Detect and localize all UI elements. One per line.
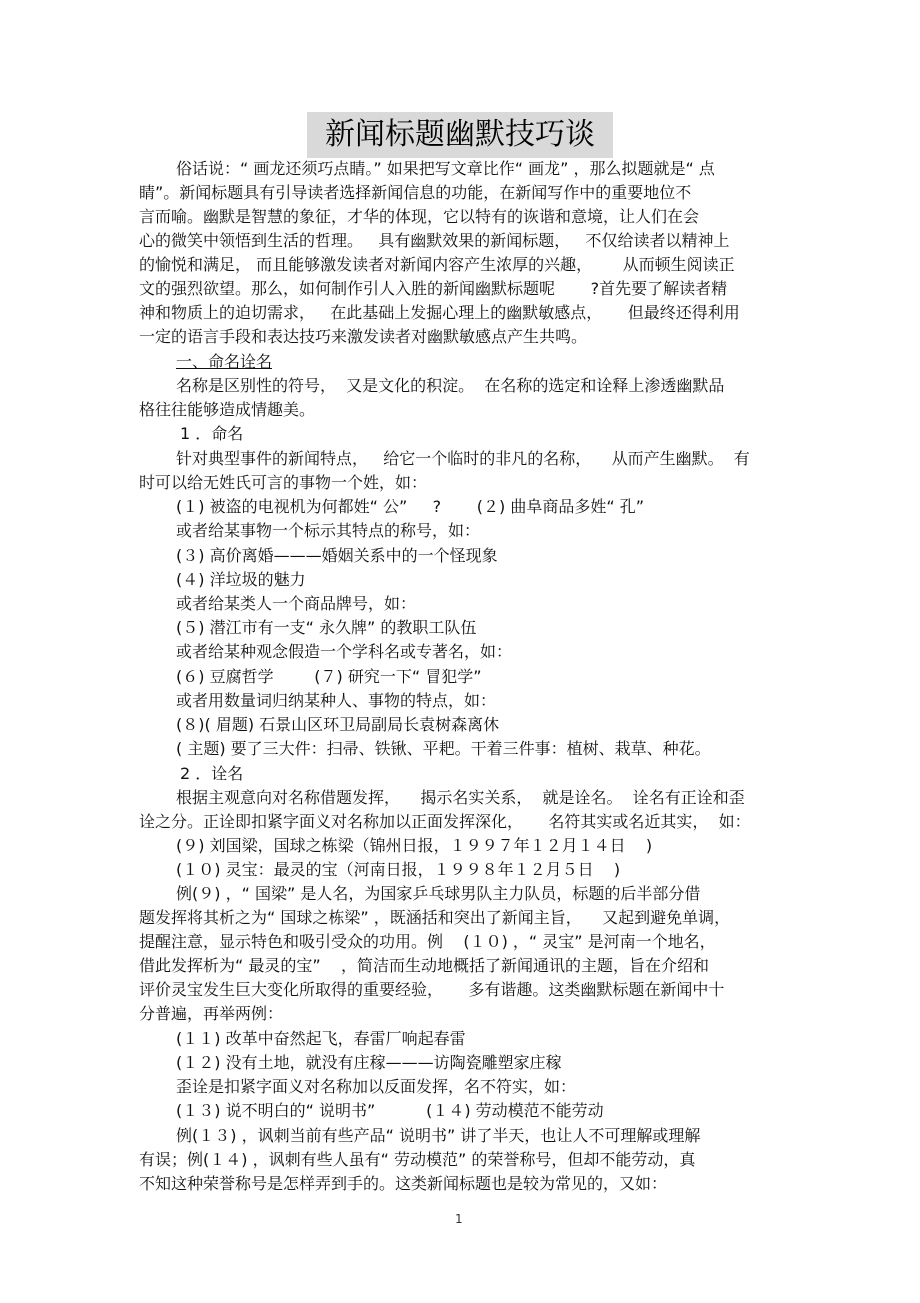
subsection-heading: 1 ．命名 — [180, 424, 244, 443]
paragraph-line: 或者用数量词归纳某种人、事物的特点，如： — [176, 691, 497, 710]
paragraph-line: 一定的语言手段和表达技巧来激发读者对幽默敏感点产生共鸣。 — [139, 327, 588, 346]
paragraph-line: 评价灵宝发生巨大变化所取得的重要经验， 多有谐趣。这类幽默标题在新闻中十 — [139, 980, 725, 999]
paragraph-line: 格往往能够造成情趣美。 — [139, 400, 316, 419]
paragraph-line: 诠之分。正诠即扣紧字面义对名称加以正面发挥深化， 名符其实或名近其实， 如： — [139, 812, 751, 831]
example-line: (５) 潜江市有一支“ 永久牌” 的教职工队伍 — [176, 618, 477, 637]
example-line: (１３) 说不明白的“ 说明书” (１４) 劳动模范不能劳动 — [176, 1101, 604, 1120]
paragraph-line: 提醒注意，显示特色和吸引受众的功用。例 (１０) ，“ 灵宝” 是河南一个地名， — [139, 932, 716, 951]
paragraph-line: 分普遍，再举两例： — [139, 1004, 284, 1023]
example-line: (１１) 改革中奋然起飞，春雷厂响起春雷 — [176, 1029, 466, 1048]
page-title: 新闻标题幽默技巧谈 — [307, 112, 613, 158]
paragraph-line: 文的强烈欲望。那么，如何制作引人入胜的新闻幽默标题呢 ?首先要了解读者精 — [139, 279, 728, 298]
paragraph-line: 或者给某类人一个商品牌号，如： — [176, 594, 417, 613]
example-line: (１０) 灵宝：最灵的宝（河南日报，１９９８年１２月５日 ) — [176, 860, 621, 879]
example-line: (３) 高价离婚———婚姻关系中的一个怪现象 — [176, 546, 498, 565]
paragraph-line: 歪诠是扣紧字面义对名称加以反面发挥，名不符实，如： — [176, 1077, 577, 1096]
subsection-heading: 2 ．诠名 — [180, 764, 244, 783]
paragraph-line: 或者给某种观念假造一个学科名或专著名，如： — [176, 642, 513, 661]
section-heading: 一、命名诠名 — [176, 352, 273, 371]
paragraph-line: 有误；例(１４) ，讽刺有些人虽有“ 劳动模范” 的荣誉称号，但却不能劳动，真 — [139, 1150, 696, 1169]
example-line: (８)( 眉题) 石景山区环卫局副局长袁树森离休 — [176, 715, 500, 734]
example-line: (１) 被盗的电视机为何都姓“ 公” ? (２) 曲阜商品多姓“ 孔” — [176, 497, 644, 516]
example-line: (１２) 没有土地，就没有庄稼———访陶瓷雕塑家庄稼 — [176, 1053, 562, 1072]
paragraph-line: 借此发挥析为“ 最灵的宝” ，简洁而生动地概括了新闻通讯的主题，旨在介绍和 — [139, 956, 710, 975]
paragraph-line: 根据主观意向对名称借题发挥， 揭示名实关系， 就是诠名。 诠名有正诠和歪 — [176, 788, 745, 807]
paragraph-line: 时可以给无姓氏可言的事物一个姓，如： — [139, 473, 428, 492]
paragraph-line: 神和物质上的迫切需求， 在此基础上发掘心理上的幽默敏感点， 但最终还得利用 — [139, 303, 740, 322]
page-number: 1 — [455, 1212, 463, 1226]
paragraph-line: 俗话说：“ 画龙还须巧点睛。” 如果把写文章比作“ 画龙” ，那么拟题就是“ 点 — [176, 159, 715, 178]
paragraph-line: 或者给某事物一个标示其特点的称号，如： — [176, 521, 481, 540]
paragraph-line: 名称是区别性的符号， 又是文化的积淀。 在名称的选定和诠释上渗透幽默品 — [176, 376, 725, 395]
paragraph-line: 不知这种荣誉称号是怎样弄到手的。这类新闻标题也是较为常见的，又如： — [139, 1174, 668, 1193]
example-line: ( 主题) 要了三大件：扫帚、铁锹、平耙。干着三件事：植树、栽草、种花。 — [176, 739, 711, 758]
paragraph-line: 题发挥将其析之为“ 国球之栋梁” ，既涵括和突出了新闻主旨， 又起到避免单调， — [139, 908, 731, 927]
paragraph-line: 例(１３) ，讽刺当前有些产品“ 说明书” 讲了半天，也让人不可理解或理解 — [176, 1126, 701, 1145]
example-line: (６) 豆腐哲学 (７) 研究一下“ 冒犯学” — [176, 667, 482, 686]
example-line: (４) 洋垃圾的魅力 — [176, 570, 306, 589]
example-line: (９) 刘国梁，国球之栋梁（锦州日报，１９９７年１２月１４日 ) — [176, 836, 653, 855]
paragraph-line: 的愉悦和满足， 而且能够激发读者对新闻内容产生浓厚的兴趣， 从而顿生阅读正 — [139, 255, 735, 274]
paragraph-line: 例(９) ，“ 国梁” 是人名，为国家乒乓球男队主力队员，标题的后半部分借 — [176, 884, 701, 903]
paragraph-line: 睛”。新闻标题具有引导读者选择新闻信息的功能，在新闻写作中的重要地位不 — [139, 183, 692, 202]
paragraph-line: 言而喻。幽默是智慧的象征，才华的体现，它以特有的诙谐和意境，让人们在会 — [139, 207, 700, 226]
paragraph-line: 心的微笑中领悟到生活的哲理。 具有幽默效果的新闻标题， 不仅给读者以精神上 — [139, 231, 730, 250]
paragraph-line: 针对典型事件的新闻特点， 给它一个临时的非凡的名称， 从而产生幽默。 有 — [176, 449, 750, 468]
